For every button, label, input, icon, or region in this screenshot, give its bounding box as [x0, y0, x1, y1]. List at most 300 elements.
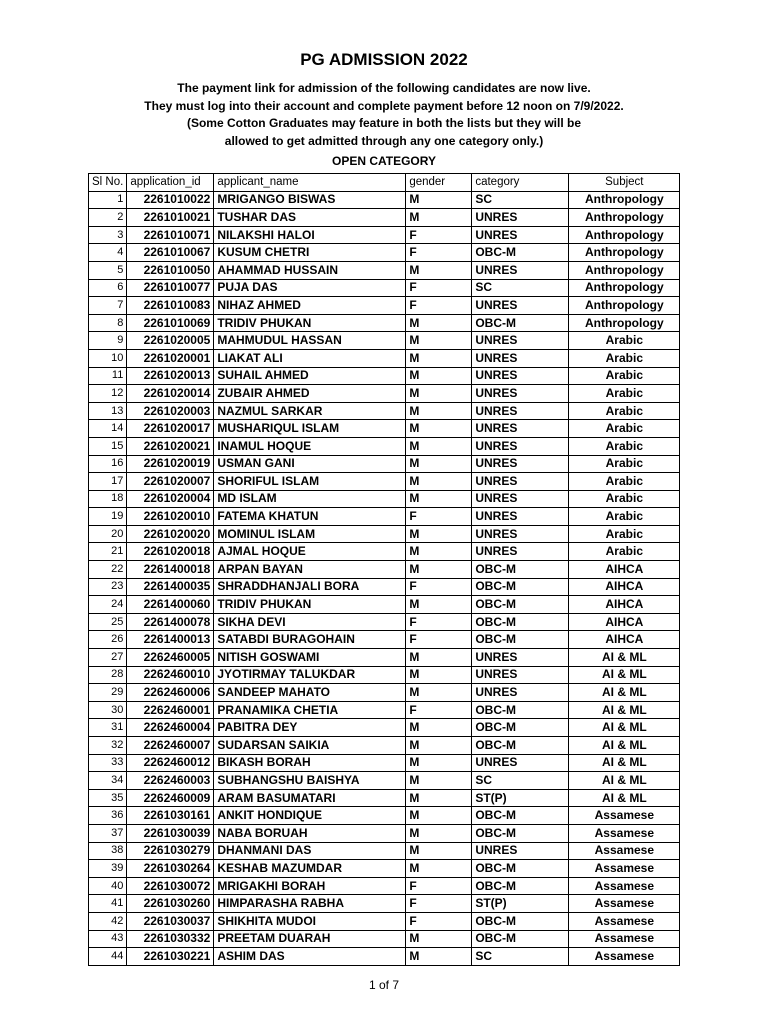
cell-sl-no: 39 — [89, 860, 127, 878]
cell-applicant-name: INAMUL HOQUE — [214, 437, 406, 455]
cell-applicant-name: SATABDI BURAGOHAIN — [214, 631, 406, 649]
table-row — [89, 314, 680, 332]
cell-sl-no: 17 — [89, 473, 127, 491]
cell-sl-no: 6 — [89, 279, 127, 297]
cell-subject: Anthropology — [569, 244, 680, 262]
table-row — [89, 420, 680, 438]
cell-category: SC — [472, 772, 569, 790]
cell-applicant-name: SUDARSAN SAIKIA — [214, 737, 406, 755]
cell-subject: AIHCA — [569, 561, 680, 579]
cell-application-id: 2261400013 — [127, 631, 214, 649]
cell-gender: F — [406, 613, 472, 631]
candidate-table — [88, 173, 680, 966]
cell-category: OBC-M — [472, 613, 569, 631]
cell-sl-no: 28 — [89, 666, 127, 684]
notice-line: They must log into their account and complete payment before 12 noon on 7/9/2022. — [144, 98, 624, 113]
cell-gender: M — [406, 420, 472, 438]
header-subject: Subject — [569, 174, 680, 192]
cell-gender: M — [406, 824, 472, 842]
cell-application-id: 2261010083 — [127, 297, 214, 315]
cell-category: OBC-M — [472, 912, 569, 930]
cell-subject: Anthropology — [569, 261, 680, 279]
table-row — [89, 737, 680, 755]
cell-category: UNRES — [472, 367, 569, 385]
cell-sl-no: 15 — [89, 437, 127, 455]
cell-gender: M — [406, 332, 472, 350]
cell-category: OBC-M — [472, 701, 569, 719]
cell-category: OBC-M — [472, 737, 569, 755]
cell-sl-no: 44 — [89, 948, 127, 966]
cell-gender: M — [406, 930, 472, 948]
cell-gender: M — [406, 789, 472, 807]
cell-sl-no: 14 — [89, 420, 127, 438]
cell-gender: M — [406, 543, 472, 561]
cell-category: UNRES — [472, 455, 569, 473]
cell-application-id: 2261010077 — [127, 279, 214, 297]
cell-gender: F — [406, 631, 472, 649]
cell-subject: Assamese — [569, 930, 680, 948]
table-body — [89, 191, 680, 965]
cell-application-id: 2261020018 — [127, 543, 214, 561]
cell-subject: Arabic — [569, 508, 680, 526]
cell-applicant-name: MRIGANGO BISWAS — [214, 191, 406, 209]
cell-applicant-name: ARPAN BAYAN — [214, 561, 406, 579]
cell-category: UNRES — [472, 437, 569, 455]
cell-application-id: 2262460006 — [127, 684, 214, 702]
cell-category: OBC-M — [472, 561, 569, 579]
cell-subject: AIHCA — [569, 578, 680, 596]
cell-application-id: 2261400060 — [127, 596, 214, 614]
cell-application-id: 2261010071 — [127, 226, 214, 244]
cell-subject: AI & ML — [569, 666, 680, 684]
cell-application-id: 2261400035 — [127, 578, 214, 596]
cell-gender: M — [406, 314, 472, 332]
cell-gender: M — [406, 719, 472, 737]
cell-sl-no: 8 — [89, 314, 127, 332]
cell-subject: Assamese — [569, 824, 680, 842]
cell-applicant-name: NILAKSHI HALOI — [214, 226, 406, 244]
cell-applicant-name: LIAKAT ALI — [214, 349, 406, 367]
table-row — [89, 578, 680, 596]
cell-subject: Assamese — [569, 860, 680, 878]
table-row — [89, 279, 680, 297]
cell-application-id: 2262460005 — [127, 649, 214, 667]
table-row — [89, 473, 680, 491]
cell-application-id: 2262460001 — [127, 701, 214, 719]
cell-subject: AI & ML — [569, 649, 680, 667]
cell-sl-no: 30 — [89, 701, 127, 719]
header-applicant-name: applicant_name — [214, 174, 406, 192]
cell-applicant-name: SANDEEP MAHATO — [214, 684, 406, 702]
cell-category: OBC-M — [472, 578, 569, 596]
table-row — [89, 649, 680, 667]
cell-application-id: 2261030161 — [127, 807, 214, 825]
header-gender: gender — [406, 174, 472, 192]
category-heading: OPEN CATEGORY — [331, 154, 436, 168]
cell-gender: M — [406, 402, 472, 420]
cell-applicant-name: MRIGAKHI BORAH — [214, 877, 406, 895]
cell-application-id: 2262460009 — [127, 789, 214, 807]
cell-subject: Anthropology — [569, 191, 680, 209]
cell-applicant-name: NIHAZ AHMED — [214, 297, 406, 315]
table-row — [89, 209, 680, 227]
cell-subject: AIHCA — [569, 631, 680, 649]
cell-applicant-name: TRIDIV PHUKAN — [214, 596, 406, 614]
cell-applicant-name: AHAMMAD HUSSAIN — [214, 261, 406, 279]
table-row — [89, 631, 680, 649]
cell-subject: AIHCA — [569, 613, 680, 631]
table-row — [89, 543, 680, 561]
cell-applicant-name: HIMPARASHA RABHA — [214, 895, 406, 913]
cell-category: OBC-M — [472, 596, 569, 614]
cell-category: UNRES — [472, 226, 569, 244]
cell-sl-no: 7 — [89, 297, 127, 315]
cell-applicant-name: SHIKHITA MUDOI — [214, 912, 406, 930]
cell-sl-no: 38 — [89, 842, 127, 860]
cell-category: UNRES — [472, 420, 569, 438]
cell-gender: F — [406, 877, 472, 895]
cell-sl-no: 19 — [89, 508, 127, 526]
cell-application-id: 2261030332 — [127, 930, 214, 948]
table-row — [89, 402, 680, 420]
cell-applicant-name: USMAN GANI — [214, 455, 406, 473]
cell-applicant-name: SUHAIL AHMED — [214, 367, 406, 385]
cell-subject: Assamese — [569, 948, 680, 966]
cell-subject: AI & ML — [569, 701, 680, 719]
cell-application-id: 2261010022 — [127, 191, 214, 209]
cell-subject: AI & ML — [569, 719, 680, 737]
cell-category: OBC-M — [472, 807, 569, 825]
cell-category: UNRES — [472, 385, 569, 403]
cell-subject: Arabic — [569, 402, 680, 420]
cell-sl-no: 5 — [89, 261, 127, 279]
cell-applicant-name: FATEMA KHATUN — [214, 508, 406, 526]
table-row — [89, 561, 680, 579]
cell-subject: Anthropology — [569, 279, 680, 297]
table-row — [89, 455, 680, 473]
cell-category: OBC-M — [472, 631, 569, 649]
table-row — [89, 508, 680, 526]
cell-sl-no: 3 — [89, 226, 127, 244]
cell-sl-no: 34 — [89, 772, 127, 790]
cell-gender: M — [406, 842, 472, 860]
cell-category: UNRES — [472, 649, 569, 667]
cell-sl-no: 41 — [89, 895, 127, 913]
table-row — [89, 754, 680, 772]
cell-applicant-name: JYOTIRMAY TALUKDAR — [214, 666, 406, 684]
cell-gender: M — [406, 772, 472, 790]
table-row — [89, 877, 680, 895]
cell-category: OBC-M — [472, 719, 569, 737]
cell-applicant-name: ANKIT HONDIQUE — [214, 807, 406, 825]
cell-gender: F — [406, 895, 472, 913]
table-row — [89, 719, 680, 737]
cell-subject: Arabic — [569, 455, 680, 473]
table-row — [89, 349, 680, 367]
cell-application-id: 2261030264 — [127, 860, 214, 878]
cell-category: UNRES — [472, 754, 569, 772]
table-row — [89, 297, 680, 315]
cell-category: ST(P) — [472, 789, 569, 807]
cell-gender: M — [406, 948, 472, 966]
cell-category: UNRES — [472, 473, 569, 491]
cell-subject: AI & ML — [569, 772, 680, 790]
cell-gender: M — [406, 191, 472, 209]
cell-category: OBC-M — [472, 314, 569, 332]
cell-subject: Arabic — [569, 367, 680, 385]
table-row — [89, 332, 680, 350]
cell-applicant-name: TRIDIV PHUKAN — [214, 314, 406, 332]
cell-applicant-name: TUSHAR DAS — [214, 209, 406, 227]
cell-application-id: 2261030279 — [127, 842, 214, 860]
cell-gender: M — [406, 349, 472, 367]
cell-subject: Assamese — [569, 842, 680, 860]
cell-subject: Arabic — [569, 437, 680, 455]
cell-category: SC — [472, 948, 569, 966]
cell-applicant-name: ASHIM DAS — [214, 948, 406, 966]
cell-sl-no: 23 — [89, 578, 127, 596]
notice-line: The payment link for admission of the following candidates are now live. — [177, 81, 591, 95]
cell-sl-no: 36 — [89, 807, 127, 825]
cell-category: OBC-M — [472, 860, 569, 878]
cell-gender: M — [406, 649, 472, 667]
cell-gender: M — [406, 807, 472, 825]
cell-sl-no: 33 — [89, 754, 127, 772]
cell-sl-no: 12 — [89, 385, 127, 403]
cell-applicant-name: NABA BORUAH — [214, 824, 406, 842]
cell-category: UNRES — [472, 842, 569, 860]
cell-category: UNRES — [472, 402, 569, 420]
cell-sl-no: 2 — [89, 209, 127, 227]
cell-sl-no: 40 — [89, 877, 127, 895]
notice-line: allowed to get admitted through any one category only.) — [224, 133, 544, 148]
cell-subject: Arabic — [569, 420, 680, 438]
cell-applicant-name: PUJA DAS — [214, 279, 406, 297]
table-row — [89, 930, 680, 948]
cell-sl-no: 9 — [89, 332, 127, 350]
table-row — [89, 701, 680, 719]
cell-application-id: 2261030072 — [127, 877, 214, 895]
cell-gender: M — [406, 473, 472, 491]
cell-gender: M — [406, 209, 472, 227]
cell-sl-no: 13 — [89, 402, 127, 420]
table-row — [89, 842, 680, 860]
cell-subject: Anthropology — [569, 226, 680, 244]
header-sl-no: Sl No. — [89, 174, 127, 192]
cell-application-id: 2261010069 — [127, 314, 214, 332]
table-row — [89, 772, 680, 790]
cell-applicant-name: ARAM BASUMATARI — [214, 789, 406, 807]
cell-application-id: 2261030037 — [127, 912, 214, 930]
cell-gender: M — [406, 737, 472, 755]
cell-application-id: 2261400018 — [127, 561, 214, 579]
cell-applicant-name: PREETAM DUARAH — [214, 930, 406, 948]
table-row — [89, 807, 680, 825]
cell-applicant-name: PABITRA DEY — [214, 719, 406, 737]
cell-sl-no: 42 — [89, 912, 127, 930]
cell-gender: F — [406, 508, 472, 526]
cell-sl-no: 26 — [89, 631, 127, 649]
cell-application-id: 2262460003 — [127, 772, 214, 790]
cell-gender: M — [406, 561, 472, 579]
cell-application-id: 2262460007 — [127, 737, 214, 755]
cell-category: UNRES — [472, 209, 569, 227]
cell-sl-no: 22 — [89, 561, 127, 579]
cell-application-id: 2261020021 — [127, 437, 214, 455]
cell-subject: Anthropology — [569, 314, 680, 332]
cell-applicant-name: SUBHANGSHU BAISHYA — [214, 772, 406, 790]
table-row — [89, 226, 680, 244]
cell-applicant-name: PRANAMIKA CHETIA — [214, 701, 406, 719]
cell-category: SC — [472, 279, 569, 297]
cell-subject: Assamese — [569, 912, 680, 930]
cell-sl-no: 32 — [89, 737, 127, 755]
cell-gender: F — [406, 297, 472, 315]
cell-application-id: 2261020007 — [127, 473, 214, 491]
cell-application-id: 2261030039 — [127, 824, 214, 842]
cell-subject: Arabic — [569, 332, 680, 350]
table-row — [89, 385, 680, 403]
cell-subject: AI & ML — [569, 754, 680, 772]
cell-subject: Anthropology — [569, 297, 680, 315]
cell-application-id: 2261020001 — [127, 349, 214, 367]
cell-gender: M — [406, 261, 472, 279]
cell-gender: M — [406, 385, 472, 403]
cell-gender: M — [406, 596, 472, 614]
cell-category: OBC-M — [472, 877, 569, 895]
cell-gender: F — [406, 578, 472, 596]
table-row — [89, 191, 680, 209]
cell-sl-no: 35 — [89, 789, 127, 807]
cell-applicant-name: MAHMUDUL HASSAN — [214, 332, 406, 350]
cell-application-id: 2261020005 — [127, 332, 214, 350]
cell-sl-no: 24 — [89, 596, 127, 614]
page-indicator: 1 of 7 — [368, 978, 400, 992]
table-row — [89, 613, 680, 631]
cell-gender: F — [406, 279, 472, 297]
cell-applicant-name: ZUBAIR AHMED — [214, 385, 406, 403]
cell-sl-no: 11 — [89, 367, 127, 385]
cell-sl-no: 29 — [89, 684, 127, 702]
cell-applicant-name: AJMAL HOQUE — [214, 543, 406, 561]
cell-application-id: 2261020014 — [127, 385, 214, 403]
table-row — [89, 789, 680, 807]
cell-category: UNRES — [472, 349, 569, 367]
table-row — [89, 824, 680, 842]
cell-applicant-name: MD ISLAM — [214, 490, 406, 508]
cell-gender: M — [406, 860, 472, 878]
table-row — [89, 490, 680, 508]
table-header-row — [89, 174, 680, 192]
table-row — [89, 261, 680, 279]
table-row — [89, 948, 680, 966]
cell-application-id: 2261030260 — [127, 895, 214, 913]
cell-sl-no: 43 — [89, 930, 127, 948]
cell-sl-no: 27 — [89, 649, 127, 667]
cell-subject: Assamese — [569, 895, 680, 913]
cell-gender: M — [406, 437, 472, 455]
cell-applicant-name: SIKHA DEVI — [214, 613, 406, 631]
table-row — [89, 684, 680, 702]
cell-sl-no: 16 — [89, 455, 127, 473]
cell-application-id: 2261020019 — [127, 455, 214, 473]
cell-subject: Arabic — [569, 490, 680, 508]
table-row — [89, 666, 680, 684]
cell-subject: AIHCA — [569, 596, 680, 614]
cell-gender: M — [406, 525, 472, 543]
cell-category: UNRES — [472, 525, 569, 543]
cell-gender: F — [406, 226, 472, 244]
cell-subject: Arabic — [569, 543, 680, 561]
table-row — [89, 895, 680, 913]
cell-category: UNRES — [472, 543, 569, 561]
cell-subject: AI & ML — [569, 737, 680, 755]
cell-applicant-name: MUSHARIQUL ISLAM — [214, 420, 406, 438]
cell-application-id: 2262460012 — [127, 754, 214, 772]
cell-subject: Assamese — [569, 877, 680, 895]
cell-subject: AI & ML — [569, 789, 680, 807]
table-row — [89, 912, 680, 930]
cell-subject: Arabic — [569, 473, 680, 491]
cell-application-id: 2261010067 — [127, 244, 214, 262]
cell-subject: Assamese — [569, 807, 680, 825]
cell-application-id: 2261020010 — [127, 508, 214, 526]
cell-category: UNRES — [472, 261, 569, 279]
cell-subject: AI & ML — [569, 684, 680, 702]
cell-sl-no: 21 — [89, 543, 127, 561]
cell-sl-no: 18 — [89, 490, 127, 508]
cell-gender: F — [406, 244, 472, 262]
header-category: category — [472, 174, 569, 192]
cell-applicant-name: SHORIFUL ISLAM — [214, 473, 406, 491]
cell-application-id: 2262460010 — [127, 666, 214, 684]
cell-category: UNRES — [472, 508, 569, 526]
cell-sl-no: 10 — [89, 349, 127, 367]
cell-sl-no: 25 — [89, 613, 127, 631]
cell-applicant-name: NITISH GOSWAMI — [214, 649, 406, 667]
cell-application-id: 2261020020 — [127, 525, 214, 543]
notice-paragraph — [0, 80, 768, 150]
table-row — [89, 860, 680, 878]
cell-applicant-name: DHANMANI DAS — [214, 842, 406, 860]
cell-subject: Arabic — [569, 525, 680, 543]
table-row — [89, 596, 680, 614]
cell-applicant-name: NAZMUL SARKAR — [214, 402, 406, 420]
cell-sl-no: 4 — [89, 244, 127, 262]
cell-category: UNRES — [472, 666, 569, 684]
cell-application-id: 2261010050 — [127, 261, 214, 279]
cell-application-id: 2262460004 — [127, 719, 214, 737]
cell-gender: M — [406, 684, 472, 702]
cell-category: SC — [472, 191, 569, 209]
cell-applicant-name: BIKASH BORAH — [214, 754, 406, 772]
cell-subject: Arabic — [569, 385, 680, 403]
cell-applicant-name: KUSUM CHETRI — [214, 244, 406, 262]
cell-category: ST(P) — [472, 895, 569, 913]
cell-applicant-name: KESHAB MAZUMDAR — [214, 860, 406, 878]
cell-sl-no: 31 — [89, 719, 127, 737]
cell-application-id: 2261020004 — [127, 490, 214, 508]
cell-application-id: 2261010021 — [127, 209, 214, 227]
cell-sl-no: 20 — [89, 525, 127, 543]
cell-gender: F — [406, 912, 472, 930]
cell-applicant-name: SHRADDHANJALI BORA — [214, 578, 406, 596]
cell-application-id: 2261030221 — [127, 948, 214, 966]
cell-subject: Anthropology — [569, 209, 680, 227]
cell-gender: M — [406, 666, 472, 684]
notice-line: (Some Cotton Graduates may feature in both the lists but they will be — [186, 116, 582, 130]
table-row — [89, 437, 680, 455]
